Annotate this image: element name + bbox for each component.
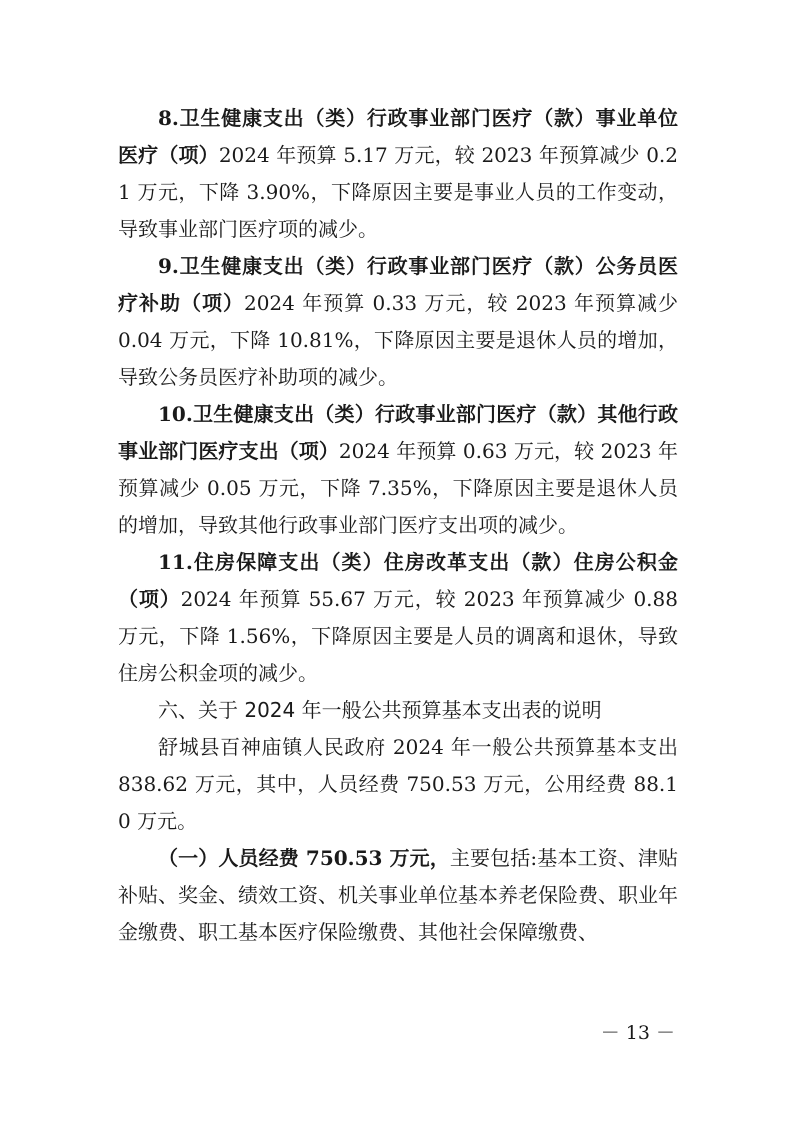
section-heading: 六、关于 2024 年一般公共预算基本支出表的说明 [158,698,602,722]
item-8-title: 8.卫生健康支出（类）行政事业部门医疗（款）事业单位医疗（项） [118,106,678,167]
personnel-paragraph [118,840,678,951]
item-10-title: 10.卫生健康支出（类）行政事业部门医疗（款）其他行政事业部门医疗支出（项） [118,402,678,463]
document-page [118,100,678,951]
summary-paragraph: 舒城县百神庙镇人民政府 2024 年一般公共预算基本支出 838.62 万元，其中，人员经费 750.53 万元，公用经费 88.10 万元。 [118,735,678,833]
item-11-title: 11.住房保障支出（类）住房改革支出（款）住房公积金（项） [118,550,678,611]
item-9-body: 2024 年预算 0.33 万元，较 2023 年预算减少 0.04 万元，下降 10.81%，下降原因主要是退休人员的增加，导致公务员医疗补助项的减少。 [118,291,678,389]
page-number: － 13 － [600,1022,675,1044]
item-10-body: 2024 年预算 0.63 万元，较 2023 年预算减少 0.05 万元，下降 7.35%，下降原因主要是退休人员的增加，导致其他行政事业部门医疗支出项的减少。 [118,439,678,537]
item-9-title: 9.卫生健康支出（类）行政事业部门医疗（款）公务员医疗补助（项） [118,254,678,315]
paragraph-item-9 [118,248,678,396]
paragraph-item-11 [118,544,678,692]
personnel-title: （一）人员经费 750.53 万元， [158,846,450,870]
item-11-body: 2024 年预算 55.67 万元，较 2023 年预算减少 0.88 万元，下降 1.56%，下降原因主要是人员的调离和退休，导致住房公积金项的减少。 [118,587,678,685]
item-8-body: 2024 年预算 5.17 万元，较 2023 年预算减少 0.21 万元，下降 3.90%，下降原因主要是事业人员的工作变动，导致事业部门医疗项的减少。 [118,143,679,241]
paragraph-item-10 [118,396,678,544]
personnel-body: 主要包括:基本工资、津贴补贴、奖金、绩效工资、机关事业单位基本养老保险费、职业年金缴费、职工基本医疗保险缴费、其他社会保障缴费、 [118,846,678,944]
paragraph-item-8 [118,100,678,248]
